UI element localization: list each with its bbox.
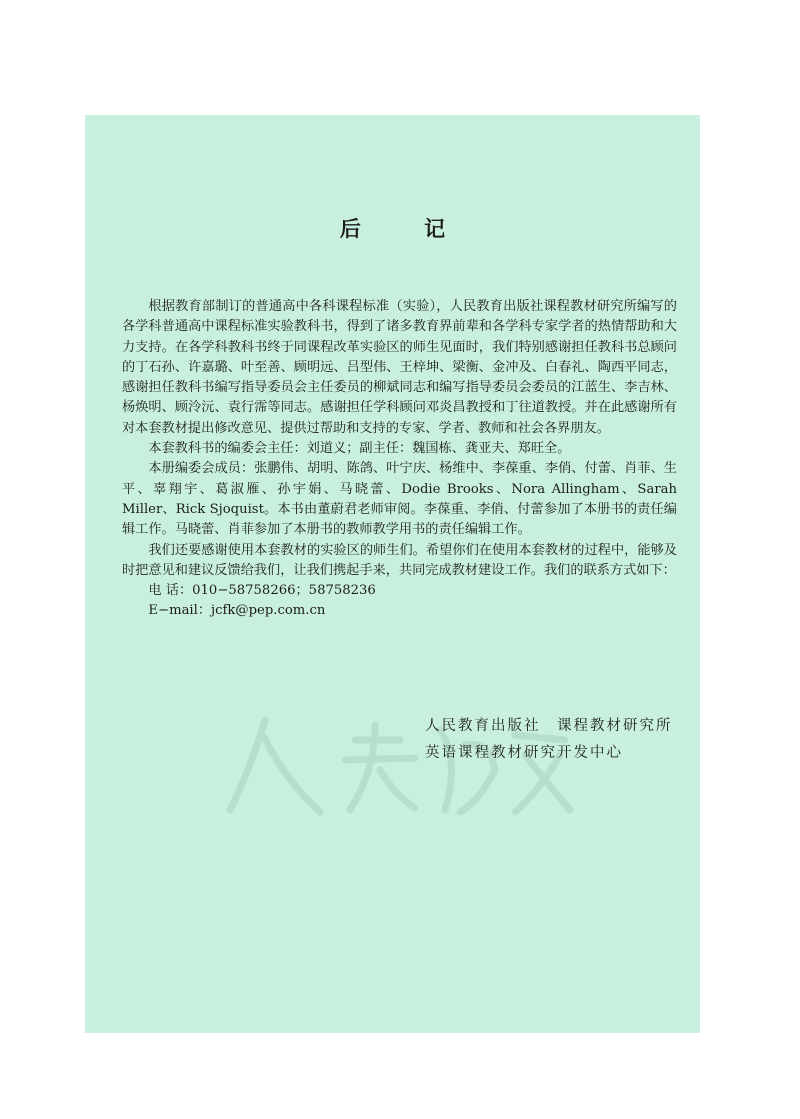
paragraph-volume-members: 本册编委会成员：张鹏伟、胡明、陈鸽、叶宁庆、杨维中、李葆重、李俏、付蕾、肖菲、生平、辜翔宇、葛淑雁、孙宇娟、马晓蕾、Dodie Brooks、Nora Allingham、Sarah Miller、Rick Sjoquist。本书由董蔚君老师审阅。李葆重、李俏、付蕾参加了本册书的责任编辑工作。马晓蕾、肖菲参加了本册书的教师教学用书的责任编辑工作。	[122, 461, 677, 538]
signature-line-1: 人民教育出版社 课程教材研究所	[425, 718, 673, 734]
signature-line-2: 英语课程教材研究开发中心	[425, 745, 623, 761]
contact-email: E−mail：jcfk@pep.com.cn	[148, 603, 326, 619]
paragraph-acknowledgements: 根据教育部制订的普通高中各科课程标准（实验），人民教育出版社课程教材研究所编写的各学科普通高中课程标准实验教科书，得到了诸多教育界前辈和各学科专家学者的热情帮助和大力支持。在各学科教科书终于同课程改革实验区的师生见面时，我们特别感谢担任教科书总顾问的丁石孙、许嘉璐、叶至善、顾明远、吕型伟、王梓坤、梁衡、金冲及、白春礼、陶西平同志，感谢担任教科书编写指导委员会主任委员的柳斌同志和编写指导委员会委员的江蓝生、李吉林、杨焕明、顾泠沅、袁行霈等同志。感谢担任学科顾问邓炎昌教授和丁往道教授。并在此感谢所有对本套教材提出修改意见、提供过帮助和支持的专家、学者、教师和社会各界朋友。	[122, 299, 677, 436]
paragraph-editorial-board: 本套教科书的编委会主任：刘道义；副主任：魏国栋、龚亚夫、郑旺全。	[148, 441, 571, 457]
contact-phone: 电 话：010−58758266；58758236	[148, 583, 376, 599]
page-title: 后 记	[339, 216, 474, 241]
publisher-signature	[425, 713, 673, 767]
contact-info	[122, 581, 677, 622]
afterword-body	[122, 297, 677, 622]
page	[85, 115, 700, 1033]
paragraph-thanks-schools: 我们还要感谢使用本套教材的实验区的师生们。希望你们在使用本套教材的过程中，能够及时把意见和建议反馈给我们，让我们携起手来，共同完成教材建设工作。我们的联系方式如下：	[122, 542, 677, 578]
